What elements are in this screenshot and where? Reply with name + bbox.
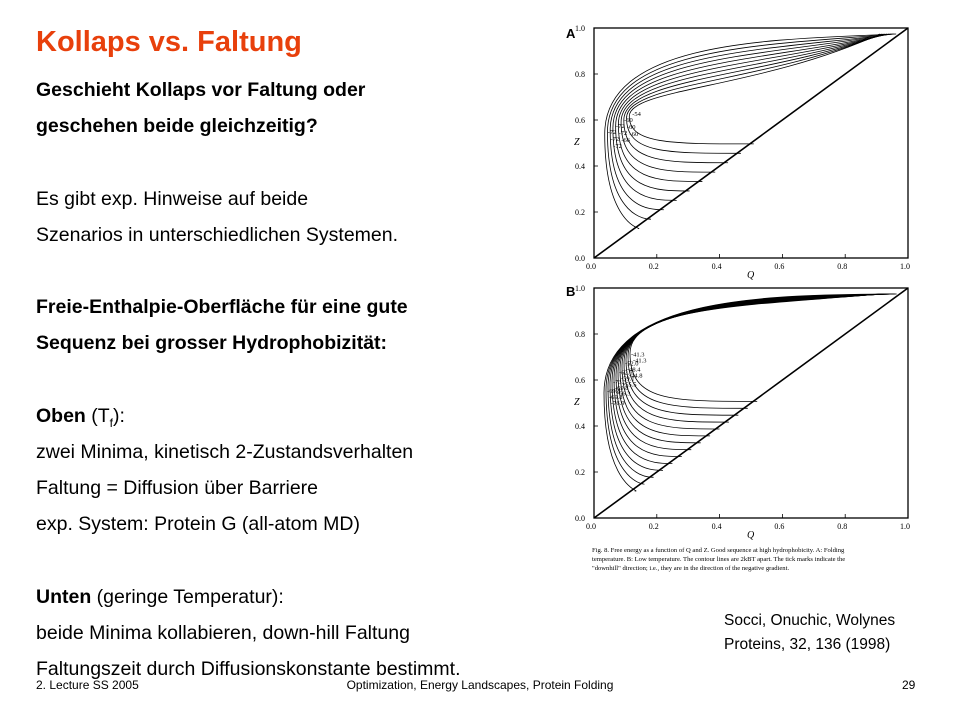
top-temp-close: ): [113,404,125,427]
contour-line [622,294,885,429]
x-tick-label: 0.2 [648,262,659,271]
panel-a-y-label: Z [574,137,580,148]
contour-label: -72 [615,123,625,131]
y-tick-label: 0.8 [575,330,585,339]
y-tick-label: 0.6 [575,116,585,125]
question-line-2: geschehen beide gleichzeitig? [36,115,318,138]
x-tick-label: 0.0 [586,522,596,531]
surface-line-2: Sequenz bei grosser Hydrophobizität: [36,332,388,355]
spacer [36,542,566,578]
contour-label: -66.3 [617,390,631,398]
contour-label: -48.4 [627,366,641,374]
y-tick-label: 0.2 [575,468,585,477]
contour-line [624,34,884,163]
contour-line [606,294,895,484]
contour-line [616,294,889,450]
x-tick-label: 0.4 [711,522,722,531]
contour-line [616,34,889,191]
panel-a-label: A [566,26,576,41]
contour-label: -76.9 [611,399,625,407]
contour-label: -52.0 [625,360,639,368]
contour-label: -73.3 [613,378,627,386]
caption-line-3: "downhill" direction; i.e., they are in the direction of the negative gradient. [592,565,790,572]
slide-body [36,72,566,687]
top-temp-open: (T [85,404,110,427]
contour-label: -54 [632,111,641,119]
contour-label: -66 [621,137,631,145]
panel-b-x-label: Q [747,530,755,541]
panel-a-x-label: Q [747,270,755,281]
footer-page-number: 29 [902,678,916,692]
contour-label: -69.8 [609,393,623,401]
caption-line-2: temperature. B: Low temperature. The contour lines are 2kBT apart. The tick marks indicate the [592,556,846,563]
contour-figure [562,20,938,588]
citation-line-1: Socci, Onuchic, Wolynes [724,612,896,629]
contour-line [608,294,894,477]
y-tick-label: 0.8 [575,70,585,79]
evidence-line-1: Es gibt exp. Hinweise auf beide [36,187,309,210]
contour-label: -44.8 [629,372,643,380]
x-tick-label: 0.0 [586,262,596,271]
panel-b-contours [594,288,908,518]
spacer [36,253,566,289]
bottom-heading [36,579,566,615]
diagonal-boundary [594,28,908,258]
contour-line [626,294,882,415]
x-tick-label: 1.0 [900,262,910,271]
contour-line [630,294,879,401]
top-label: Oben [36,404,86,427]
contour-label: -72 [618,130,628,138]
question-line-1: Geschieht Kollaps vor Faltung oder [36,79,366,101]
contour-label: -60 [624,117,633,125]
contour-line [620,294,886,436]
top-heading [36,398,566,434]
contour-label: -41.3 [633,357,647,365]
x-tick-label: 0.8 [837,522,848,531]
contour-label: -55.5 [623,381,637,389]
contour-label: -72 [613,143,622,151]
top-line-3: exp. System: Protein G (all-atom MD) [36,513,360,536]
y-tick-label: 0.0 [575,254,585,263]
footer-lecture: 2. Lecture SS 2005 [36,678,139,692]
contour-label: -72 [610,136,620,144]
y-tick-label: 0.2 [575,208,585,217]
top-temp-sub: f [109,415,114,430]
slide-title: Kollaps vs. Faltung [36,26,302,58]
x-tick-label: 0.6 [774,522,785,531]
contour-line [605,34,896,229]
y-tick-label: 1.0 [575,24,585,33]
panel-a-ticks [575,24,910,271]
x-tick-label: 1.0 [900,522,910,531]
x-tick-label: 0.8 [837,262,848,271]
bottom-temp: (geringe Temperatur): [91,585,284,608]
contour-line [604,294,897,491]
contour-line [627,34,882,153]
contour-line [628,294,881,408]
contour-label: -60 [626,124,636,132]
spacer [36,144,566,180]
top-line-2: Faltung = Diffusion über Barriere [36,477,318,500]
contour-label: -69.8 [607,387,621,395]
x-tick-label: 0.4 [711,262,722,271]
bottom-line-1: beide Minima kollabieren, down-hill Faltung [36,621,410,644]
caption-line-1: Fig. 8. Free energy as a function of Q and Z. Good sequence at high hydrophobicity. A: Folding [592,547,845,554]
contour-label: -72 [607,129,617,137]
contour-label: -62.6 [619,369,633,377]
y-tick-label: 0.0 [575,514,585,523]
panel-b-y-label: Z [574,397,580,408]
panel-b-ticks [575,284,910,531]
panel-a [566,24,910,281]
contour-line [610,294,893,470]
footer-course: Optimization, Energy Landscapes, Protein Folding [346,678,614,692]
evidence-line-2: Szenarios in unterschiedlichen Systemen. [36,223,399,246]
panel-b-label: B [566,284,576,299]
y-tick-label: 0.4 [575,422,585,431]
contour-label: -59.1 [621,375,635,383]
x-tick-label: 0.2 [648,522,659,531]
panel-a-contours [594,28,908,258]
x-tick-label: 0.6 [774,262,785,271]
y-tick-label: 0.4 [575,162,585,171]
contour-line [613,34,891,200]
contour-label: -60 [629,131,639,139]
contour-line [607,34,892,210]
contour-line [618,294,887,443]
panel-b [566,284,910,541]
contour-label: -41.3 [631,351,645,359]
citation [724,609,895,657]
citation-line-2: Proteins, 32, 136 (1998) [724,636,891,653]
spacer [36,362,566,398]
contour-label: -69.8 [615,384,629,392]
bottom-label: Unten [36,585,92,608]
contour-line [614,294,890,457]
top-line-1: zwei Minima, kinetisch 2-Zustandsverhalten [36,440,414,463]
surface-line-1: Freie-Enthalpie-Oberfläche für eine gute [36,296,408,319]
y-tick-label: 1.0 [575,284,585,293]
bottom-line-2: Faltungszeit durch Diffusionskonstante bestimmt. [36,658,461,680]
y-tick-label: 0.6 [575,376,585,385]
